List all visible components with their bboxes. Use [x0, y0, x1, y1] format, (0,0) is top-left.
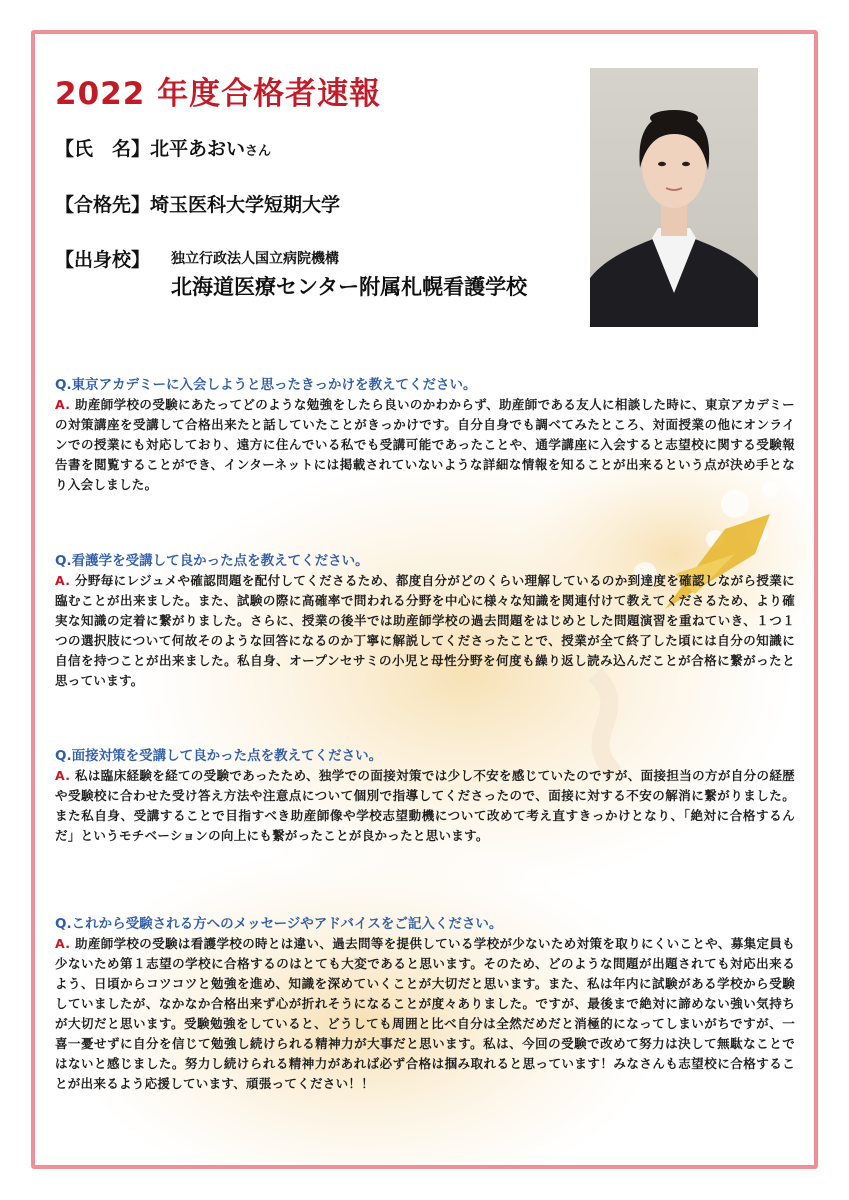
school-label: 【合格先】 — [55, 194, 151, 216]
answer-mark: A. — [55, 397, 71, 412]
answer-mark: A. — [55, 936, 71, 951]
name-row — [55, 134, 271, 161]
answer-1 — [55, 395, 795, 495]
eye-shape — [682, 162, 690, 166]
origin-label: 【出身校】 — [55, 249, 151, 271]
qa-block-3 — [55, 747, 795, 846]
origin-row — [55, 245, 150, 272]
question-3: Q.面接対策を受講して良かった点を教えてください。 — [55, 748, 383, 764]
qa-block-2 — [55, 552, 795, 691]
question-4: Q.これから受験される方へのメッセージやアドバイスをご記入ください。 — [55, 916, 503, 932]
hair-bun-shape — [650, 110, 698, 126]
answer-mark: A. — [55, 573, 71, 588]
portrait-photo — [590, 68, 758, 327]
school-value: 埼玉医科大学短期大学 — [150, 194, 341, 216]
eye-shape — [658, 162, 666, 166]
origin-org: 独立行政法人国立病院機構 — [171, 251, 339, 267]
name-value: 北平あおい — [150, 138, 246, 160]
answer-2 — [55, 571, 795, 691]
page-title: 2022 年度合格者速報 — [55, 76, 382, 112]
name-label: 【氏 名】 — [55, 138, 151, 160]
answer-4 — [55, 934, 795, 1094]
answer-mark: A. — [55, 768, 71, 783]
name-suffix: さん — [245, 144, 272, 159]
qa-block-1 — [55, 376, 795, 495]
answer-3 — [55, 766, 795, 846]
school-row — [55, 190, 340, 217]
question-1: Q.東京アカデミーに入会しようと思ったきっかけを教えてください。 — [55, 377, 477, 393]
question-2: Q.看護学を受講して良かった点を教えてください。 — [55, 553, 369, 569]
answer-text: 助産師学校の受験は看護学校の時とは違い、過去問等を提供している学校が少ないため対策を取りにくいことや、募集定員も少ないため第１志望の学校に合格するのはとても大変であると思います。そのため、どのような問題が出題されても対応出来るよう、日頃からコツコツと勉強を進め、知識を深めていくことが大切だと思います。また、私は年内に試験がある学校から受験していましたが、なかなか合格出来ず心が折れそうになることが度々ありました。ですが、最後まで絶対に諦めない強い気持ちが大切だと思います。受験勉強をしていると、どうしても周囲と比べ自分は全然だめだと消極的になってしまいがちですが、一喜一憂せずに自分を信じて勉強し続けられる精神力が大事だと思います。私は、今回の受験で改めて努力は決して無駄なことではないと感じました。努力し続けられる精神力があれば必ず合格は掴み取れると思っています！みなさんも志望校に合格することが出来るよう応援しています、頑張ってください！！ — [55, 936, 795, 1091]
answer-text: 分野毎にレジュメや確認問題を配付してくださるため、都度自分がどのくらい理解しているのか到達度を確認しながら授業に臨むことが出来ました。また、試験の際に高確率で問われる分野を中心に様々な知識を関連付けて教えてくださるため、より確実な知識の定着に繋がりました。さらに、授業の後半では助産師学校の過去問題をはじめとした問題演習を重ねていき、１つ１つの選択肢について何故そのような回答になるのか丁寧に解説してくださったことで、授業が全て終了した頃には自分の知識に自信を持つことが出来ました。私自身、オープンセサミの小児と母性分野を何度も繰り返し読み込んだことが合格に繋がったと思っています。 — [55, 573, 795, 688]
origin-school: 北海道医療センター附属札幌看護学校 — [171, 275, 528, 299]
answer-text: 私は臨床経験を経ての受験であったため、独学での面接対策では少し不安を感じていたのですが、面接担当の方が自分の経歴や受験校に合わせた受け答え方法や注意点について個別で指導してくださったので、面接に対する不安の解消に繋がりました。また私自身、受講することで目指すべき助産師像や学校志望動機について改めて考え直すきっかけとなり、「絶対に合格するんだ」というモチベーションの向上にも繋がったことが良かったと思います。 — [55, 768, 795, 843]
page-frame — [31, 30, 818, 1169]
qa-block-4 — [55, 915, 795, 1094]
answer-text: 助産師学校の受験にあたってどのような勉強をしたら良いのかわからず、助産師である友人に相談した時に、東京アカデミーの対策講座を受講して合格出来たと話していたことがきっかけです。自分自身でも調べてみたところ、対面授業の他にオンラインでの授業にも対応しており、遠方に住んでいる私でも受講可能であったことや、通学講座に入会すると志望校に関する受験報告書を閲覧することができ、インターネットには掲載されていないような詳細な情報を知ることが出来るという点が決め手となり入会しました。 — [55, 397, 795, 492]
